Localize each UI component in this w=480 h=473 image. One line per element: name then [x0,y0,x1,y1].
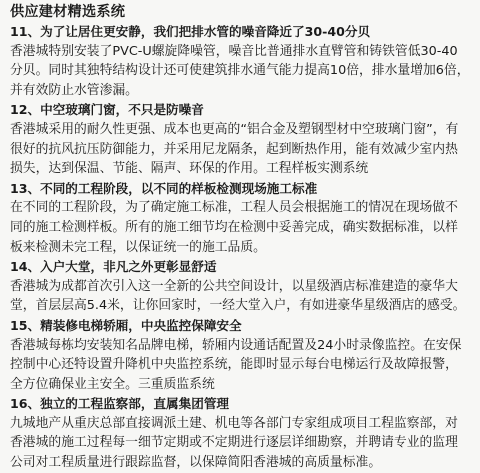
paragraph-line: 香港城每栋均安装知名品牌电梯，轿厢内设通话配置及24小时录像监控。在安保 [10,337,462,353]
section-13 [10,179,472,257]
paragraph-line: 香港城特别安装了PVC-U螺旋降噪管，噪音比普通排水直臂管和铸铁管低30-40 [10,43,458,59]
paragraph-line: 板来检测未完工程，以保证统一的施工品质。 [10,239,266,255]
section-14 [10,257,472,316]
paragraph-line: 同的施工检测样板。所有的施工细节均在检测中妥善完成，确实数据标准，以样 [10,219,458,235]
section-16 [10,394,472,472]
section-11 [10,22,472,100]
section-heading: 12、中空玻璃门窗，不只是防噪音 [10,102,204,118]
paragraph-line: 香港城的施工过程每一细节定期或不定期进行逐层详细勘察，并聘请专业的监理 [10,435,458,451]
section-12 [10,100,472,178]
paragraph-line: 很好的抗风抗压防御能力，并采用尼龙隔条，起到断热作用，能有效减少室内热 [10,141,458,157]
paragraph-line: 在不同的工程阶段，为了确定施工标准，工程人员会根据施工的情况在现场做不 [10,200,458,216]
paragraph-line: 分贝。同时其独特结构设计还可使建筑排水通气能力提高10倍，排水量增加6倍， [10,63,470,79]
section-15 [10,316,472,394]
paragraph-line: 堂，首层层高5.4米，让你回家时，一经大堂入户，有如进豪华星级酒店的感受。 [10,298,466,314]
paragraph-line: 控制中心还特设置升降机中央监控系统，能即时显示每台电梯运行及故障报警， [10,357,458,373]
section-heading: 13、不同的工程阶段，以不同的样板检测现场施工标准 [10,180,318,196]
paragraph-line: 香港城为成都首次引入这一全新的公共空间设计，以星级酒店标准建造的豪华大 [10,278,458,294]
section-heading: 14、入户大堂，非凡之外更彰显舒适 [10,259,217,275]
page-title: 供应建材精选系统 [10,4,126,20]
section-heading: 15、精装修电梯轿厢，中央监控保障安全 [10,317,242,333]
paragraph-line: 香港城采用的耐久性更强、成本也更高的“铝合金及塑钢型材中空玻璃门窗”，有 [10,121,459,137]
section-heading: 11、为了让居住更安静，我们把排水管的噪音降近了30-40分贝 [10,24,371,39]
paragraph-line: 损失，达到保温、节能、隔声、环保的作用。工程样板实测系统 [10,161,369,177]
paragraph-line: 并有效防止水管渗漏。 [10,82,138,98]
paragraph-line: 公司对工程质量进行跟踪监督，以保障简阳香港城的高质量标准。 [10,455,382,471]
paragraph-line: 九城地产从重庆总部直接调派土建、机电等各部门专家组成项目工程监察部，对 [10,415,458,431]
section-heading: 16、独立的工程监察部，直属集团管理 [10,396,230,412]
paragraph-line: 全方位确保业主安全。三重质监系统 [10,376,215,392]
